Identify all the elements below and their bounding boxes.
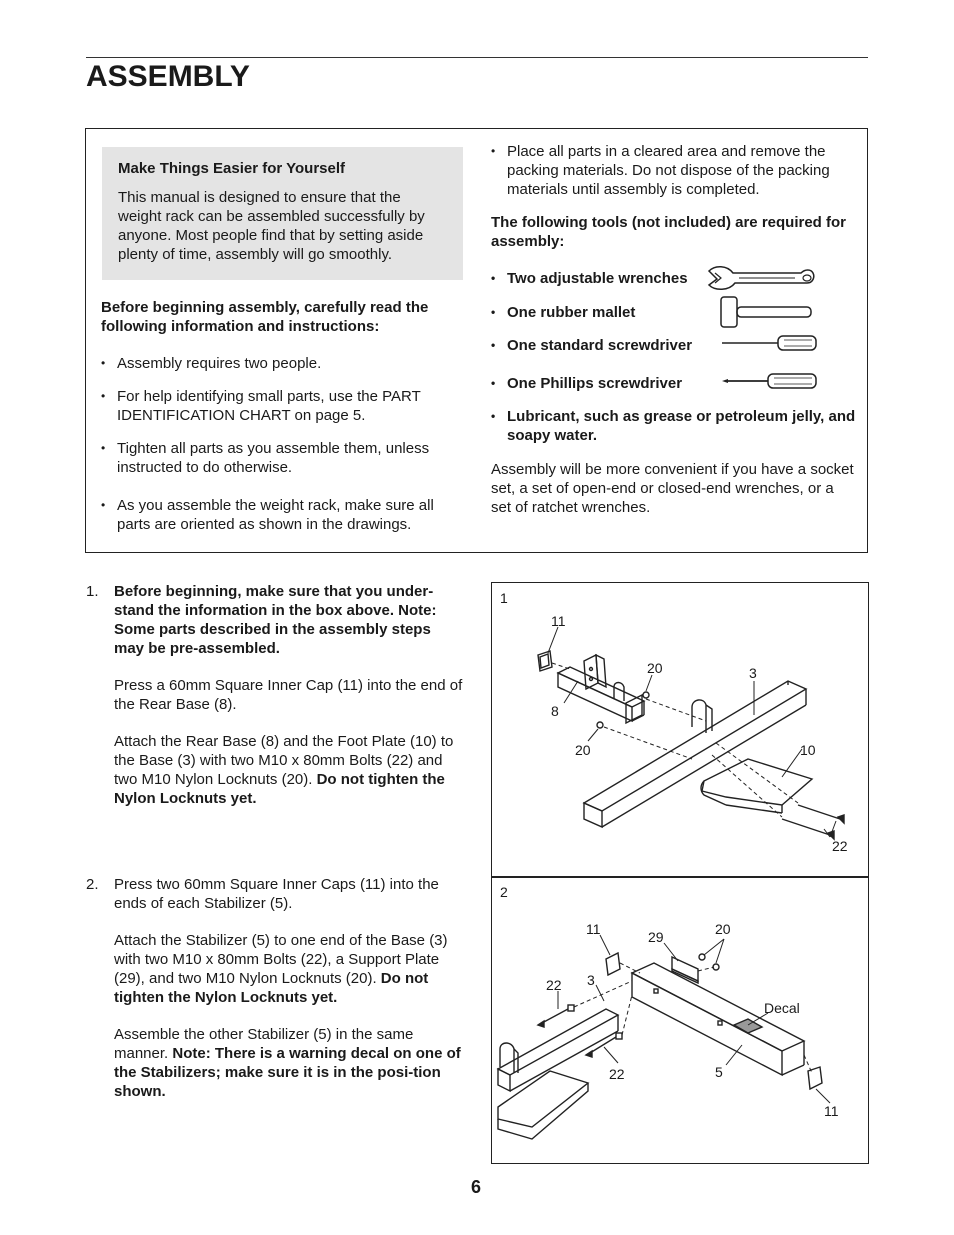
tool-item: • One standard screwdriver (491, 336, 692, 355)
top-rule (86, 57, 868, 58)
info-bullet: • Assembly requires two people. (101, 354, 461, 373)
callout: 10 (800, 742, 816, 758)
figure-label: 2 (500, 884, 508, 900)
step-1-para-3-bold: Do not tighten the Nylon Locknuts yet. (114, 771, 445, 807)
callout: 20 (575, 742, 591, 758)
step-2-para-3-bold: Note: There is a warning decal on one of the Stabilizers; make sure it is in the posi-tion shown. (114, 1045, 461, 1100)
tool-item: • One Phillips screwdriver (491, 374, 682, 393)
tool-item: • One rubber mallet (491, 303, 635, 322)
callout: 22 (832, 838, 848, 854)
callout: 11 (586, 921, 601, 937)
convenience-note: Assembly will be more convenient if you have a socket set, a set of open-end or closed-end wrenches, or a set of ratchet wrenches. (491, 461, 854, 516)
step-1-para-3: Attach the Rear Base (8) and the Foot Plate (10) to the Base (3) with two M10 x 80mm Bolts (22) and two M10 Nylon Locknuts (20). (114, 733, 454, 788)
step-2-text (114, 875, 464, 1119)
callout: 22 (609, 1066, 625, 1082)
step-1-para-2: Press a 60mm Square Inner Cap (11) into the end of the Rear Base (8). (114, 677, 463, 713)
step-1-text (114, 582, 464, 826)
standard-screwdriver-icon (720, 334, 820, 352)
tip-body: This manual is designed to ensure that the weight rack can be assembled successfully by anyone. Most people find that by setting aside plenty of time, assembly will go smoothly. (118, 189, 425, 263)
tip-box (102, 147, 463, 280)
info-bullet: • For help identifying small parts, use the PART IDENTIFICATION CHART on page 5. (101, 387, 461, 425)
adjustable-wrench-icon (705, 263, 817, 291)
page-title: ASSEMBLY (86, 60, 250, 93)
callout: 20 (715, 921, 731, 937)
page-number: 6 (471, 1177, 482, 1197)
callout: 8 (551, 703, 559, 719)
phillips-screwdriver-icon (720, 372, 820, 390)
callout: 5 (715, 1064, 723, 1080)
rubber-mallet-icon (718, 294, 814, 330)
figure-1-drawing (492, 583, 868, 877)
step-number: 2. (86, 876, 99, 893)
place-parts-bullet: • Place all parts in a cleared area and remove the packing materials. Do not dispose of the packing materials until assembly is completed. (491, 142, 856, 199)
tool-item: • Lubricant, such as grease or petroleum jelly, and soapy water. (491, 407, 857, 445)
tools-heading: The following tools (not included) are required for assembly: (491, 214, 846, 250)
callout: 11 (824, 1103, 839, 1119)
step-2-para-1: Press two 60mm Square Inner Caps (11) into the ends of each Stabilizer (5). (114, 876, 439, 912)
info-bullet: • Tighten all parts as you assemble them, unless instructed to do otherwise. (101, 439, 461, 477)
step-2-para-2-bold: Do not tighten the Nylon Locknuts yet. (114, 970, 429, 1006)
tool-item: • Two adjustable wrenches (491, 269, 688, 288)
before-heading: Before beginning assembly, carefully read the following information and instructions: (101, 299, 429, 335)
callout: Decal (764, 1000, 800, 1016)
callout: 22 (546, 977, 562, 993)
step-number: 1. (86, 583, 99, 600)
callout: 20 (647, 660, 663, 676)
step-2-para-2: Attach the Stabilizer (5) to one end of the Base (3) with two M10 x 80mm Bolts (22), a Support Plate (29), and two M10 Nylon Locknuts (20). (114, 932, 448, 987)
callout: 11 (551, 613, 566, 629)
step-1-para-1-bold: Before beginning, make sure that you under-stand the information in the box above. Note: Some parts described in the assembly steps may be pre-assembled. (114, 583, 437, 657)
figure-2-drawing (492, 877, 868, 1163)
figure-label: 1 (500, 590, 508, 606)
callout: 3 (749, 665, 757, 681)
callout: 3 (587, 972, 595, 988)
info-bullet: • As you assemble the weight rack, make sure all parts are oriented as shown in the drawings. (101, 496, 461, 534)
callout: 29 (648, 929, 664, 945)
step-2-para-3: Assemble the other Stabilizer (5) in the same manner. (114, 1026, 414, 1062)
tip-title: Make Things Easier for Yourself (118, 160, 346, 177)
